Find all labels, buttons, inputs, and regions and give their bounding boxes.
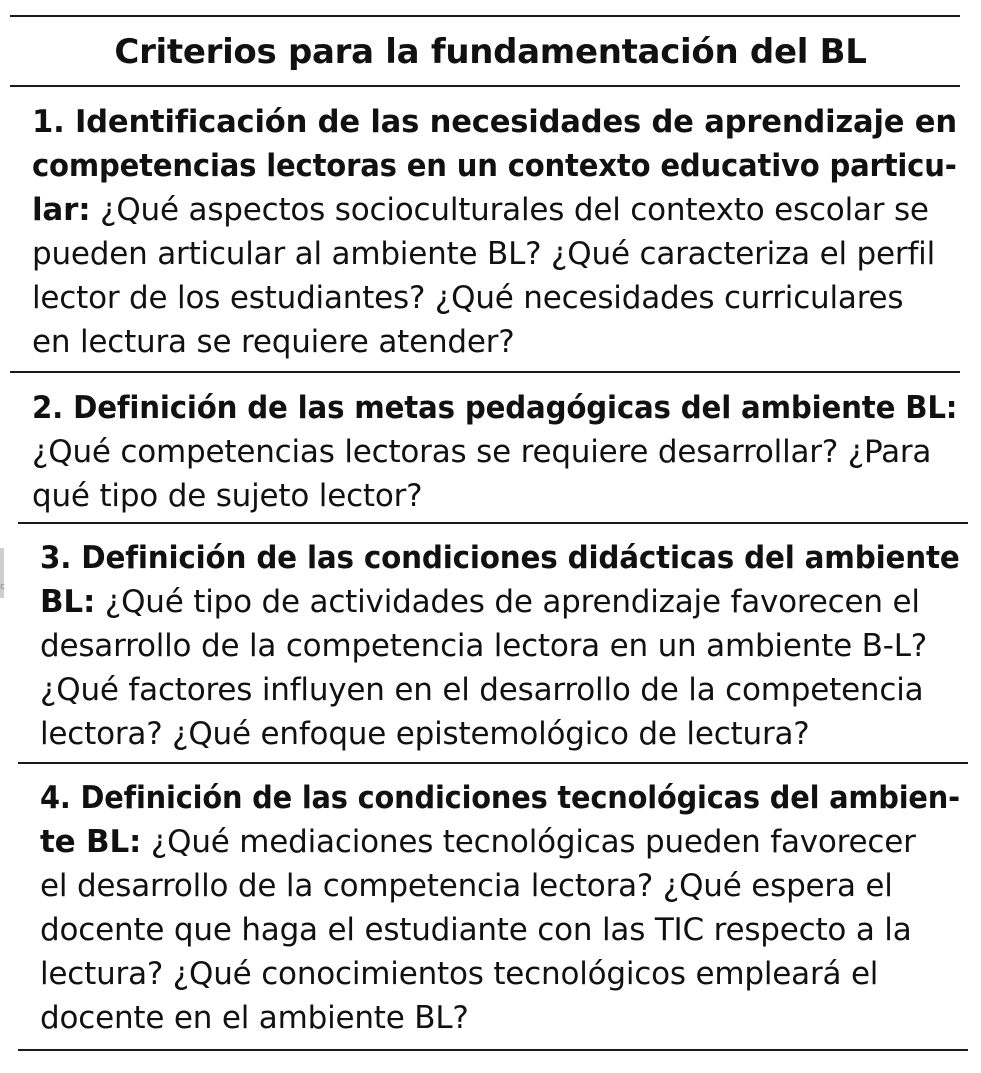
criterion-3: [40, 536, 960, 756]
criterion-4-body-text: ¿Qué mediaciones tecnológicas pueden favorecer: [141, 824, 916, 860]
criterion-3-bottom-rule: [18, 762, 968, 764]
criterion-1-body-text: ¿Qué aspectos socioculturales del contexto escolar se: [90, 192, 929, 228]
criterion-4: [40, 776, 960, 1040]
criterion-4-body-text: el desarrollo de la competencia lectora? ¿Qué espera el: [40, 868, 893, 904]
criterion-3-body-text: ¿Qué tipo de actividades de aprendizaje favorecen el: [95, 584, 920, 620]
criterion-4-heading-line: te BL:: [40, 824, 142, 860]
criterion-1-body-text: lector de los estudiantes? ¿Qué necesidades curriculares: [32, 280, 904, 316]
criterion-2: [32, 386, 957, 518]
criterion-1-bottom-rule: [10, 371, 960, 373]
table-top-rule: [10, 15, 960, 17]
criterion-4-body-text: lectura? ¿Qué conocimientos tecnológicos empleará el: [40, 956, 879, 992]
criterion-3-body-text: ¿Qué factores influyen en el desarrollo de la competencia: [40, 672, 924, 708]
criterion-4-body-text: docente en el ambiente BL?: [40, 1000, 469, 1036]
criterion-3-heading-line: BL:: [40, 584, 96, 620]
criterion-2-body-text: qué tipo de sujeto lector?: [32, 478, 423, 514]
criterion-1: [32, 100, 957, 364]
criterion-1-body-text: en lectura se requiere atender?: [32, 324, 515, 360]
criterion-1-heading-line: lar:: [32, 192, 91, 228]
criterion-1-heading-line: competencias lectoras en un contexto educativo particu-: [32, 148, 957, 184]
criterion-4-heading-line: 4. Definición de las condiciones tecnológicas del ambien-: [40, 780, 960, 816]
criterion-3-body-text: lectora? ¿Qué enfoque epistemológico de lectura?: [40, 716, 810, 752]
criterion-3-body-text: desarrollo de la competencia lectora en un ambiente B-L?: [40, 628, 928, 664]
margin-glyph: c: [0, 582, 5, 592]
criterion-4-body-text: docente que haga el estudiante con las TIC respecto a la: [40, 912, 912, 948]
header-bottom-rule: [10, 85, 960, 87]
table-title: Criterios para la fundamentación del BL: [114, 32, 867, 72]
criterion-1-heading-line: 1. Identificación de las necesidades de aprendizaje en: [32, 104, 957, 140]
criterion-1-body-text: pueden articular al ambiente BL? ¿Qué caracteriza el perfil: [32, 236, 935, 272]
criterion-2-bottom-rule: [18, 522, 968, 524]
criterion-3-heading-line: 3. Definición de las condiciones didácticas del ambiente: [40, 540, 960, 576]
criterion-2-heading-line: 2. Definición de las metas pedagógicas del ambiente BL:: [32, 390, 958, 426]
criterion-2-body-text: ¿Qué competencias lectoras se requiere desarrollar? ¿Para: [32, 434, 932, 470]
table-bottom-rule: [18, 1049, 968, 1051]
